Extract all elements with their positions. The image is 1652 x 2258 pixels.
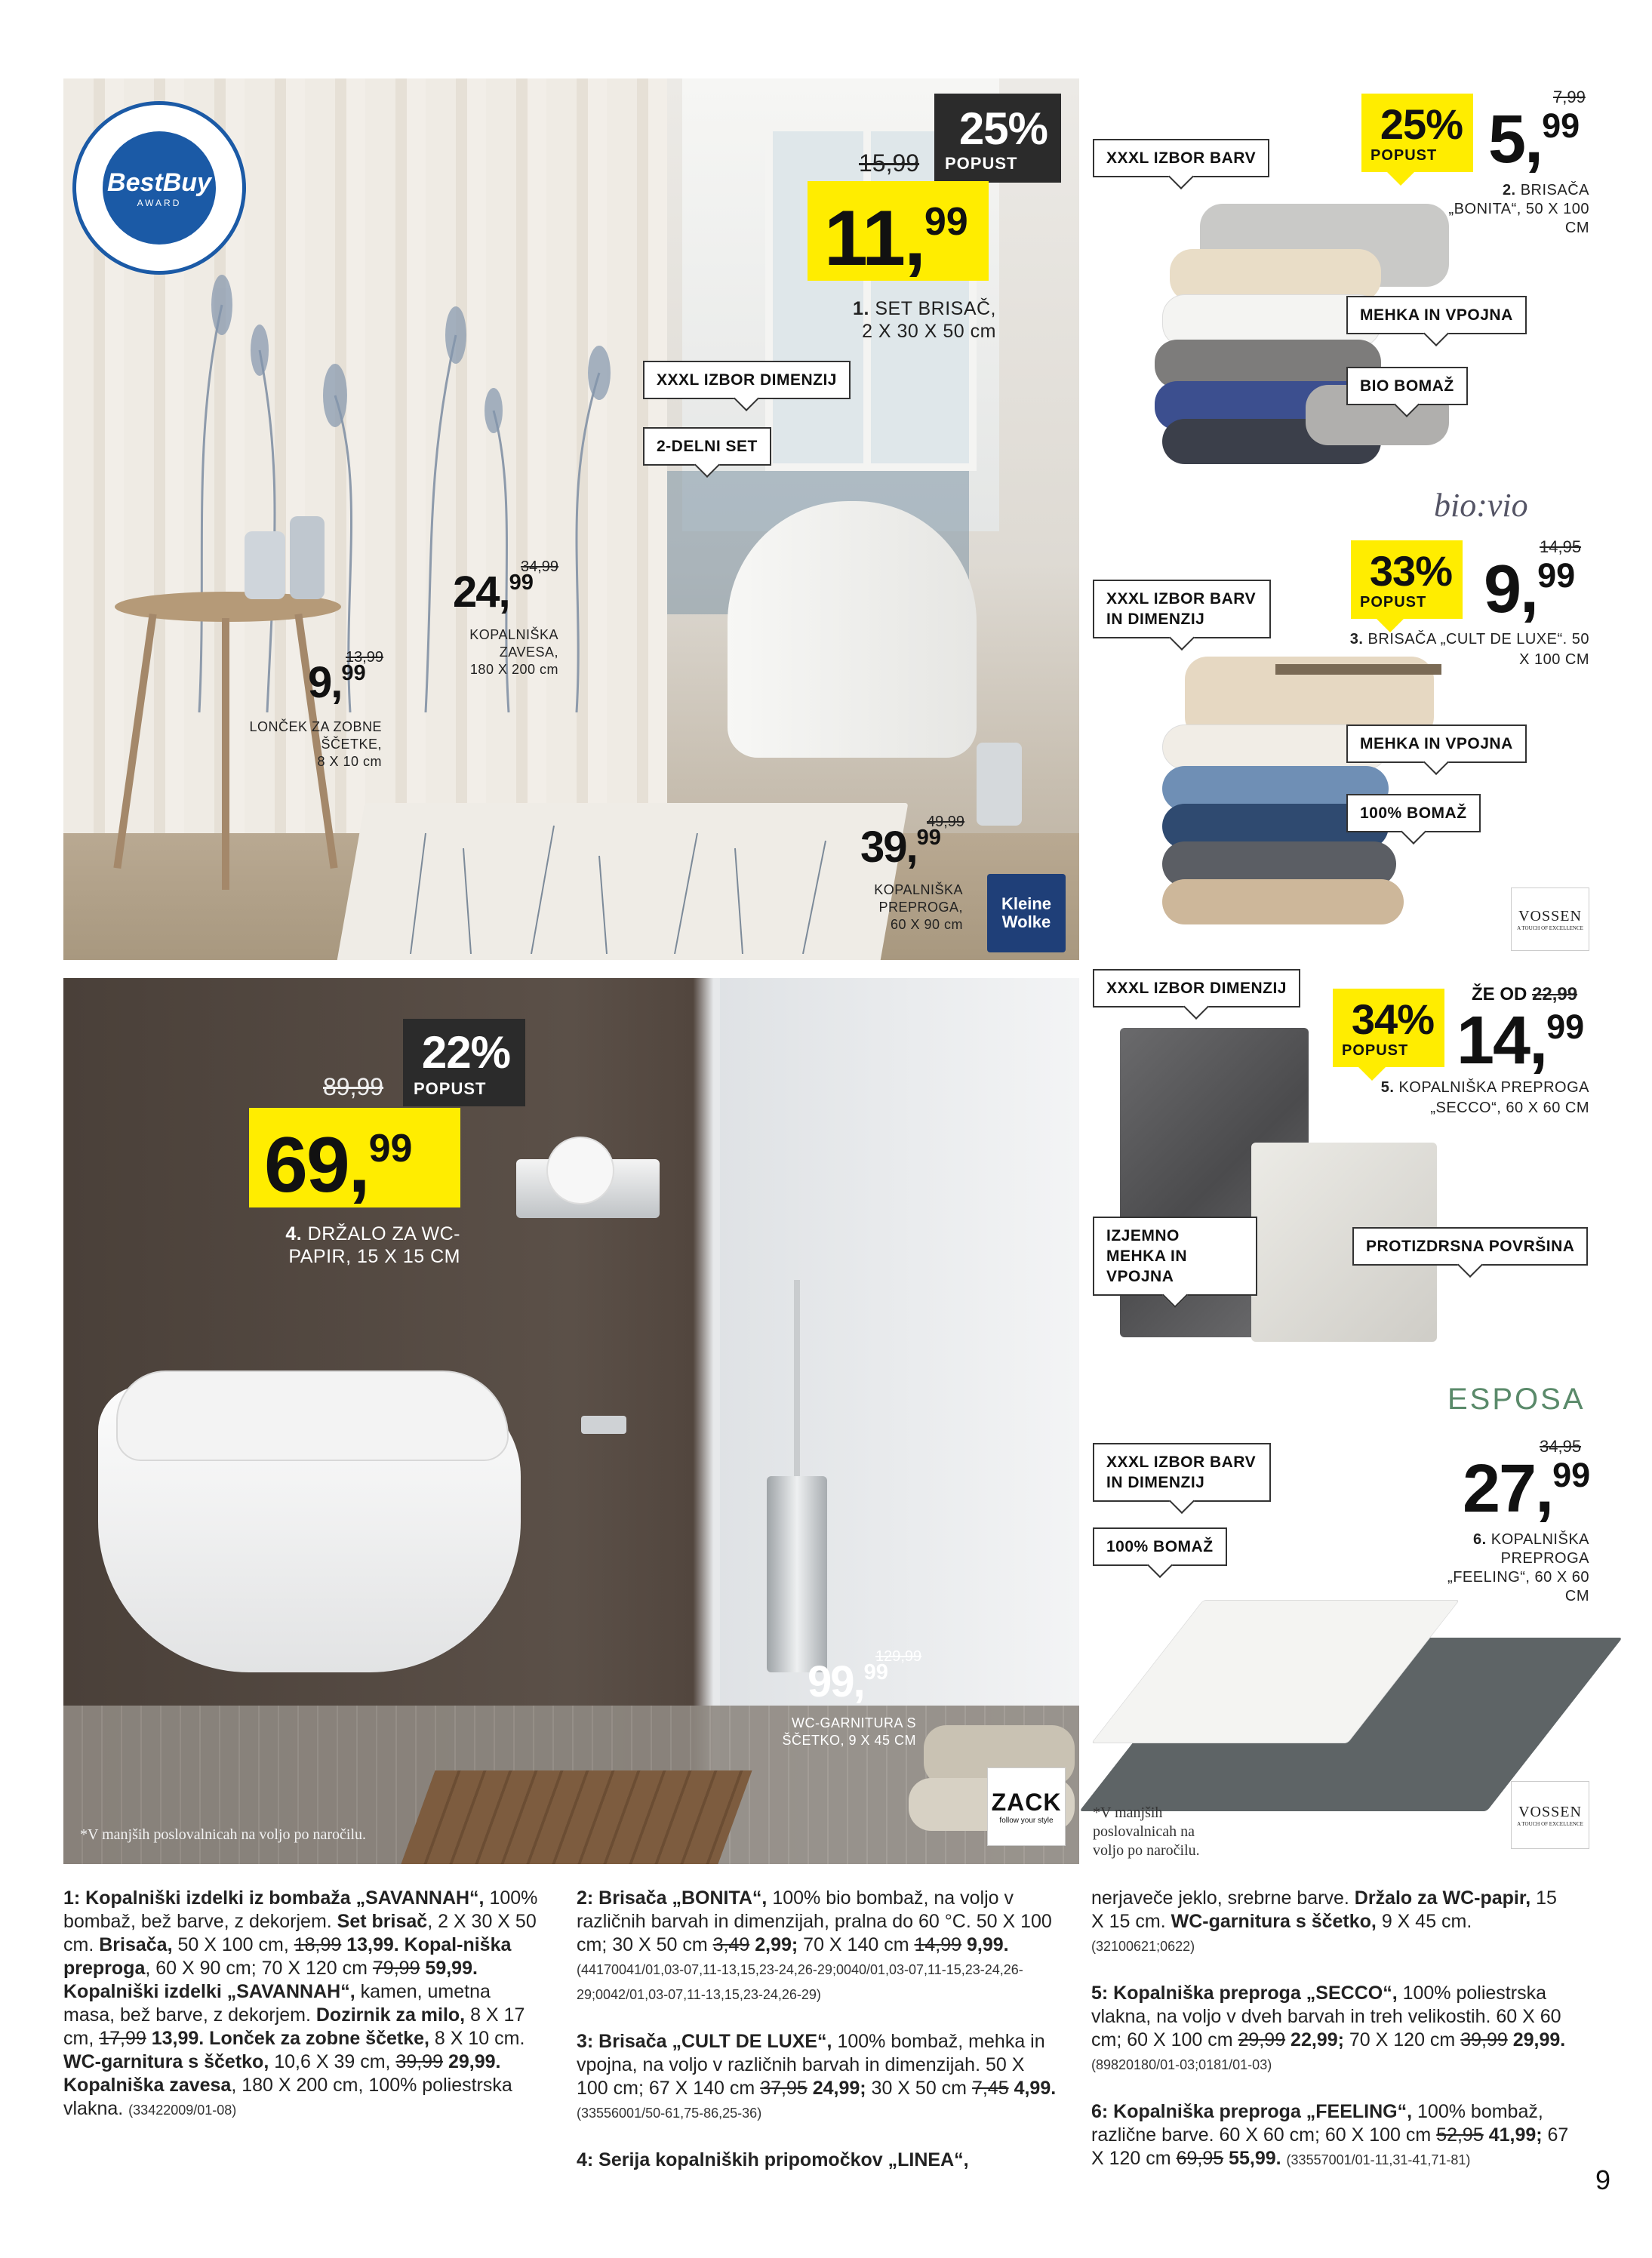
discount-badge-25-photo1: 25% POPUST bbox=[934, 94, 1061, 183]
toothbrush-cup bbox=[245, 531, 285, 599]
desc-paper-holder: 4. DRŽALO ZA WC-PAPIR, 15 X 15 CM bbox=[285, 1223, 460, 1267]
tag-soft-absorbent-cult: MEHKA IN VPOJNA bbox=[1346, 724, 1527, 763]
discount-badge-22: 22% POPUST bbox=[403, 1019, 525, 1106]
price-bonita: 5,99 bbox=[1488, 102, 1580, 177]
bathroom-photo-wc bbox=[63, 978, 1079, 1864]
kleine-wolke-logo: Kleine Wolke bbox=[987, 874, 1066, 952]
text-col-3: nerjaveče jeklo, srebrne barve. Držalo za WC-papir, 15 X 15 cm. WC-garnitura s ščetko, 9 X 45 cm. (32100621;0622) 5: Kopalniška preproga „SECCO“, 100% poliestrska vlakna, na voljo v dveh barvah in treh velikostih. 60 X 60 cm; 60 X 100 cm 29,99 22,99; 70 X 120 cm 39,99 29,99. (89820180/01-03;0181/01-03) 6: Kopalniška preproga „FEELING“, 100% bombaž, različne barve. 60 X 60 cm; 60 X 100 cm 52,95 41,99; 67 X 120 cm 69,95 55,99. (33557001/01-11,31-41,71-81) bbox=[1091, 1887, 1569, 2169]
tag-100-cotton-feeling: 100% BOMAŽ bbox=[1093, 1527, 1227, 1566]
old-price-set-brisac: 15,99 bbox=[859, 149, 920, 177]
tag-2-piece-set: 2-DELNI SET bbox=[643, 427, 771, 466]
old-price-paper-holder: 89,99 bbox=[323, 1073, 384, 1100]
price-rug-savannah: 39,99 bbox=[860, 823, 941, 872]
discount-badge-34: 34% POPUST bbox=[1333, 989, 1444, 1067]
note-on-order-photo2: *V manjših poslovalnicah na voljo po naročilu. bbox=[80, 1826, 367, 1843]
old-price-cult: 14,95 bbox=[1540, 537, 1582, 556]
desc-bonita: 2. BRISAČA „BONITA“, 50 X 100 CM bbox=[1448, 182, 1589, 236]
old-price-curtain: 34,99 bbox=[521, 558, 559, 575]
desc-cup: LONČEK ZA ZOBNE ŠČETKE, 8 X 10 cm bbox=[249, 719, 382, 769]
price-box-paper-holder: 69,99 bbox=[249, 1108, 460, 1207]
tag-xxxl-colors-bonita: XXXL IZBOR BARV bbox=[1093, 139, 1269, 177]
tag-very-soft-secco: IZJEMNO MEHKA IN VPOJNA bbox=[1093, 1217, 1257, 1296]
tag-soft-absorbent-bonita: MEHKA IN VPOJNA bbox=[1346, 296, 1527, 334]
tag-xxxl-dimensions-photo1: XXXL IZBOR DIMENZIJ bbox=[643, 361, 851, 399]
bio-vio-logo: bio:vio bbox=[1434, 487, 1528, 524]
from-price-secco: ŽE OD 22,99 bbox=[1472, 984, 1578, 1004]
page-number: 9 bbox=[1595, 2164, 1611, 2195]
vossen-logo-cult: VOSSEN A TOUCH OF EXCELLENCE bbox=[1511, 888, 1589, 951]
desc-brush-set: WC-GARNITURA S ŠČETKO, 9 X 45 CM bbox=[782, 1715, 916, 1748]
desc-feeling: 6. KOPALNIŠKA PREPROGA „FEELING“, 60 X 60 CM bbox=[1447, 1531, 1589, 1604]
discount-badge-25-bonita: 25% POPUST bbox=[1361, 94, 1473, 172]
text-col-2: 2: Brisača „BONITA“, 100% bio bombaž, na voljo v različnih barvah in dimenzijah, pralna do 60 °C. 50 X 100 cm; 30 X 50 cm 3,49 2,99; 70 X 140 cm 14,99 9,99. (44170041/01,03-07,11-13,15,23-24,26-29;0040/01,03-07,11-15,23-24,26-29;0042/01,03-07,11-13,15,23-24,26-29) 3: Brisača „CULT DE LUXE“, 100% bombaž, mehka in vpojna, na voljo v različnih barvah in dimenzijah. 50 X 100 cm; 67 X 140 cm 37,95 24,99; 30 X 50 cm 7,45 4,99. (33556001/50-61,75-86,25-36) 4: Serija kopalniških pripomočkov „LINEA“, bbox=[577, 1887, 1057, 2170]
desc-cult: 3. BRISAČA „CULT DE LUXE“. 50 X 100 CM bbox=[1349, 631, 1589, 668]
price-cult: 9,99 bbox=[1484, 552, 1576, 627]
price-curtain: 24,99 bbox=[453, 568, 534, 617]
towel-stack-cult bbox=[1162, 657, 1449, 928]
desc-curtain: KOPALNIŠKA ZAVESA, 180 X 200 cm bbox=[469, 627, 558, 677]
zack-logo: ZACK follow your style bbox=[987, 1767, 1066, 1846]
spare-roll-holder bbox=[581, 1416, 626, 1434]
price-cup: 9,99 bbox=[308, 658, 366, 707]
old-price-rug-savannah: 49,99 bbox=[927, 814, 965, 830]
towel-stack-bonita bbox=[1155, 204, 1449, 468]
discount-badge-33: 33% POPUST bbox=[1351, 540, 1463, 619]
toilet-brush-handle bbox=[794, 1280, 800, 1491]
note-on-order-feeling: *V manjših poslovalnicah na voljo po naročilu. bbox=[1093, 1804, 1200, 1859]
tag-xxxl-colors-dims-cult: XXXL IZBOR BARV IN DIMENZIJ bbox=[1093, 580, 1271, 638]
bestbuy-award-seal: BestBuy AWARD bbox=[72, 101, 246, 275]
tag-xxxl-colors-dims-feeling: XXXL IZBOR BARV IN DIMENZIJ bbox=[1093, 1443, 1271, 1502]
old-price-brush-set: 129,99 bbox=[875, 1648, 922, 1665]
bathtub bbox=[728, 501, 977, 758]
old-price-cup: 13,99 bbox=[346, 649, 384, 666]
price-brush-set: 99,99 bbox=[808, 1657, 888, 1706]
old-price-feeling: 34,95 bbox=[1540, 1437, 1582, 1456]
toilet-brush-holder-chrome bbox=[767, 1476, 827, 1672]
wooden-bath-mat bbox=[401, 1770, 752, 1864]
tag-100-cotton-cult: 100% BOMAŽ bbox=[1346, 794, 1481, 832]
vossen-logo-feeling: VOSSEN A TOUCH OF EXCELLENCE bbox=[1511, 1781, 1589, 1849]
old-price-bonita: 7,99 bbox=[1553, 88, 1586, 106]
tag-xxxl-dims-secco: XXXL IZBOR DIMENZIJ bbox=[1093, 969, 1300, 1007]
soap-dispenser bbox=[290, 516, 325, 599]
price-feeling: 27,99 bbox=[1463, 1451, 1591, 1527]
text-col-1: 1: Kopalniški izdelki iz bombaža „SAVANNAH“, 100% bombaž, bež barve, z dekorjem. Set brisač, 2 X 30 X 50 cm. Brisača, 50 X 100 cm, 18,99 13,99. Kopal-niška preproga, 60 X 90 cm; 70 X 120 cm 79,99 59,99. Kopalniški izdelki „SAVANNAH“, kamen, umetna masa, bež barve, z dekorjem. Dozirnik za milo, 8 X 17 cm, 17,99 13,99. Lonček za zobne ščetke, 8 X 10 cm. WC-garnitura s ščetko, 10,6 X 39 cm, 39,99 29,99. Kopalniška zavesa, 180 X 200 cm, 100% poliestrska vlakna. (33422009/01-08) bbox=[63, 1887, 538, 2119]
desc-set-brisac: 1. SET BRISAČ, 2 X 30 X 50 cm bbox=[853, 298, 996, 342]
tag-non-slip-surface: PROTIZDRSNA POVRŠINA bbox=[1352, 1227, 1588, 1266]
desc-secco: 5. KOPALNIŠKA PREPROGA „SECCO“, 60 X 60 CM bbox=[1380, 1079, 1589, 1116]
toilet-brush-holder bbox=[977, 743, 1022, 826]
price-box-set-brisac: 11,99 bbox=[808, 181, 989, 281]
paper-roll bbox=[546, 1137, 614, 1204]
rug-pattern bbox=[380, 803, 848, 954]
tag-organic-cotton: BIO BOMAŽ bbox=[1346, 367, 1468, 405]
desc-rug-savannah: KOPALNIŠKA PREPROGA, 60 X 90 cm bbox=[874, 882, 963, 932]
esposa-logo: ESPOSA bbox=[1447, 1383, 1586, 1416]
toilet-lid bbox=[116, 1370, 509, 1461]
price-secco: 14,99 bbox=[1457, 1003, 1585, 1078]
